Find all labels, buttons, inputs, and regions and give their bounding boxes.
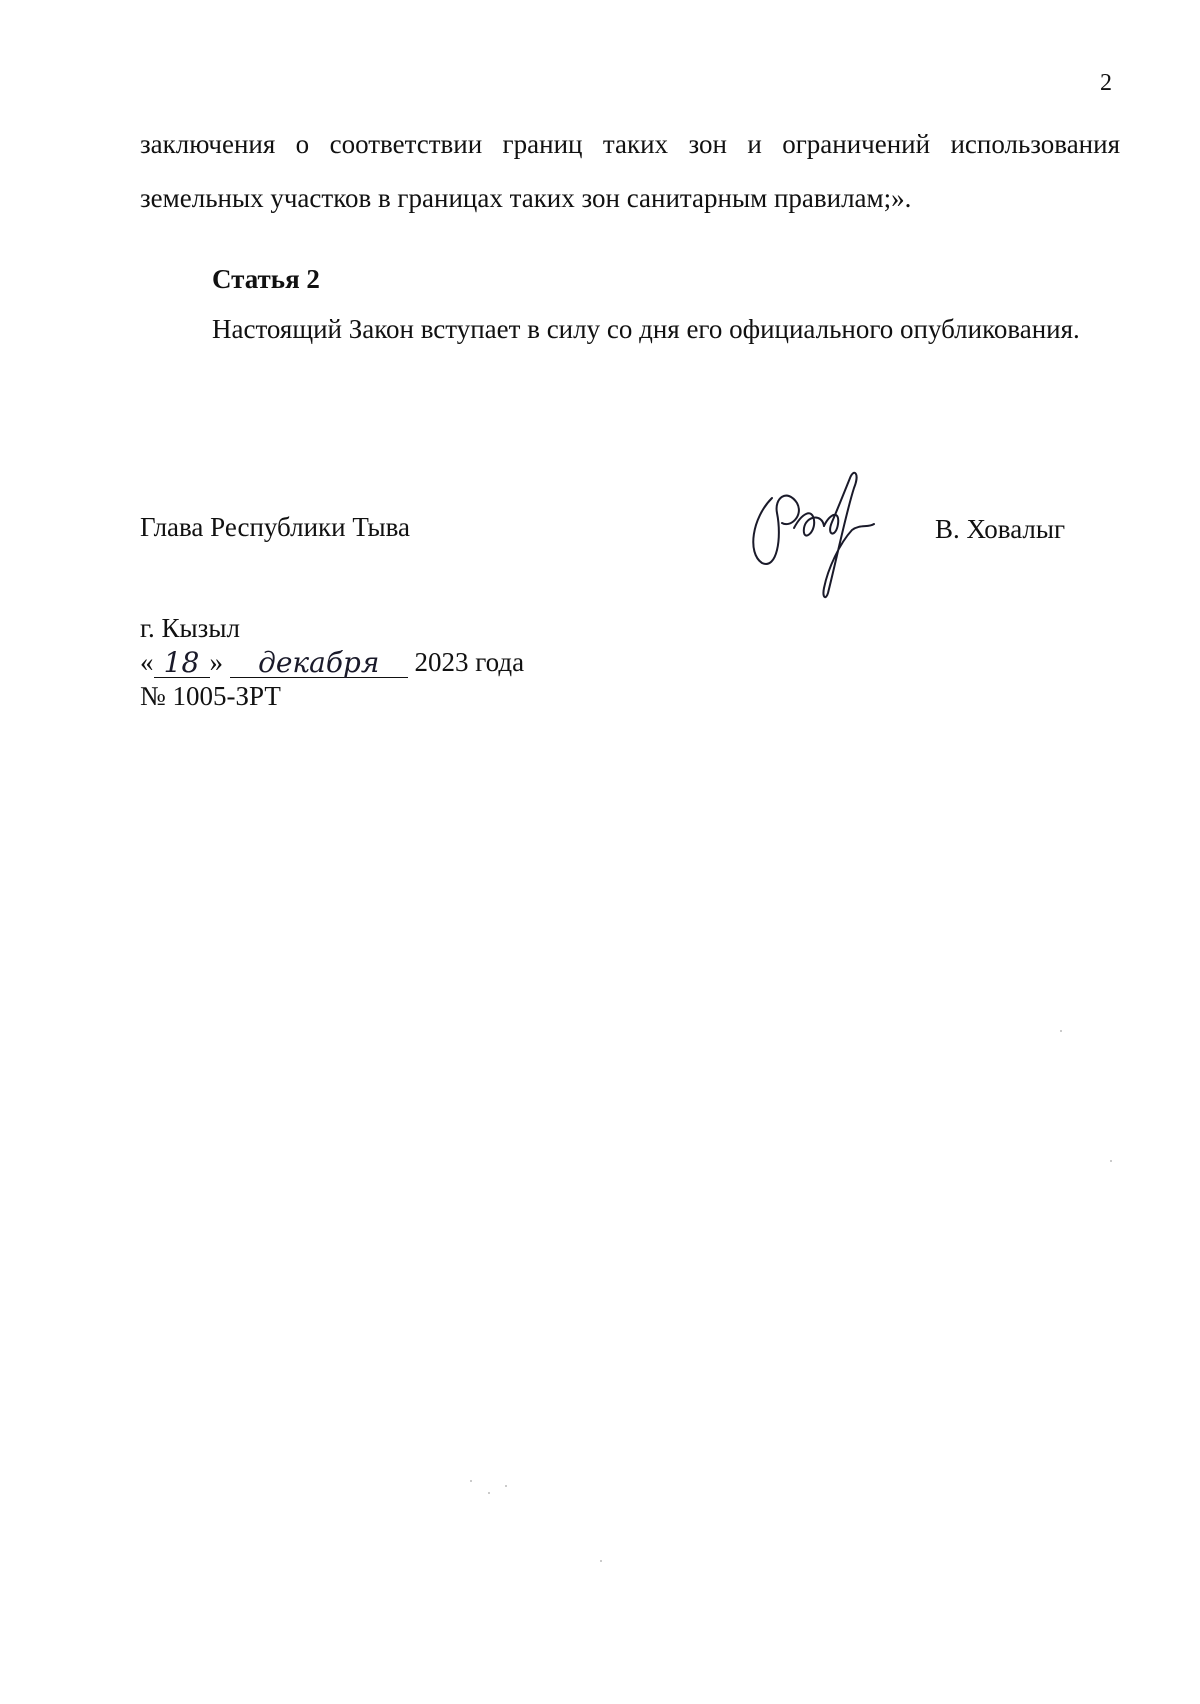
handwritten-signature [742,458,892,608]
scan-speck [1110,1160,1112,1162]
law-number: № 1005-ЗРТ [140,681,281,711]
date-open-quote: « [140,647,154,677]
date-day-handwritten: 18 [163,646,200,679]
scan-speck [505,1485,507,1487]
signer-position: Глава Республики Тыва [140,512,411,542]
date-day-field [154,646,210,679]
signer-name: В. Ховалыг [935,514,1066,544]
date-month-handwritten: декабря [258,646,380,679]
adoption-date [140,646,524,678]
scan-speck [470,1480,472,1482]
scan-speck [488,1492,490,1494]
scan-speck [600,1560,602,1562]
article-text: Настоящий Закон вступает в силу со дня его официального опубликования. [212,314,1080,344]
article-title: Статья 2 [212,264,320,294]
date-close-quote: » [209,647,223,677]
scan-speck [1060,1030,1062,1032]
adoption-place: г. Кызыл [140,613,240,643]
date-year: 2023 года [414,647,525,677]
paragraph-continuation: заключения о соответствии границ таких зон и ограничений использования земельных участков в границах таких зон санитарным правилам;». [140,129,1120,213]
date-month-field [230,646,408,679]
page-number: 2 [1100,70,1112,96]
